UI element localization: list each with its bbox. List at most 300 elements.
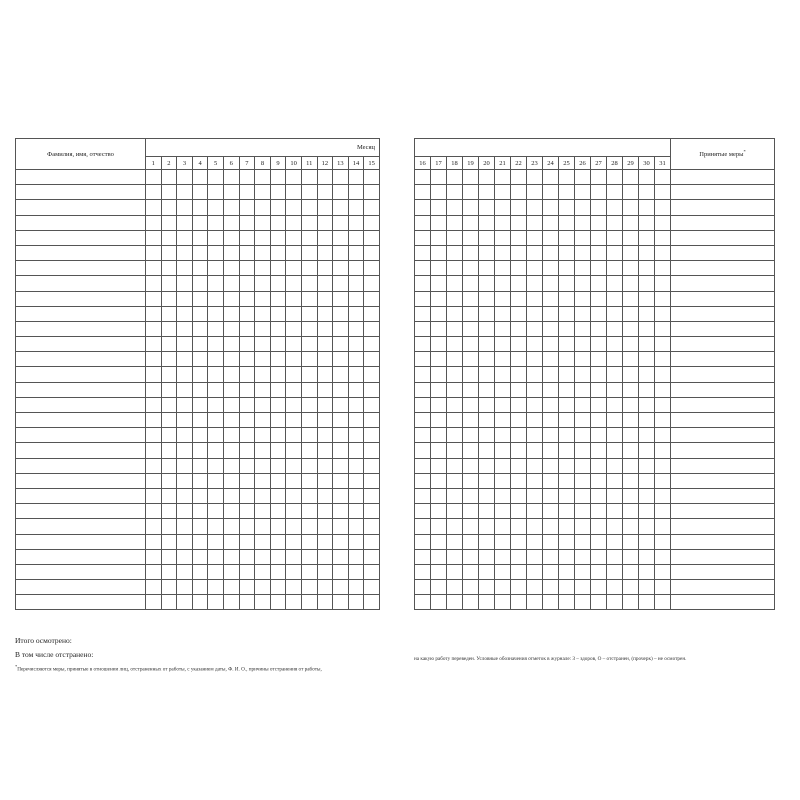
- right-cell[interactable]: [671, 215, 775, 230]
- left-cell[interactable]: [161, 306, 177, 321]
- left-cell[interactable]: [301, 337, 317, 352]
- left-cell[interactable]: [177, 245, 193, 260]
- right-cell[interactable]: [623, 458, 639, 473]
- right-cell[interactable]: [671, 488, 775, 503]
- left-cell[interactable]: [208, 352, 224, 367]
- left-cell[interactable]: [364, 397, 380, 412]
- left-cell[interactable]: [146, 428, 162, 443]
- right-cell[interactable]: [655, 488, 671, 503]
- right-cell[interactable]: [591, 276, 607, 291]
- left-cell[interactable]: [192, 564, 208, 579]
- right-cell[interactable]: [479, 519, 495, 534]
- left-cell[interactable]: [301, 352, 317, 367]
- right-cell[interactable]: [511, 397, 527, 412]
- left-cell[interactable]: [364, 200, 380, 215]
- left-cell[interactable]: [333, 261, 349, 276]
- right-cell[interactable]: [415, 549, 431, 564]
- right-cell[interactable]: [479, 397, 495, 412]
- left-cell[interactable]: [286, 488, 302, 503]
- right-cell[interactable]: [591, 458, 607, 473]
- right-cell[interactable]: [495, 473, 511, 488]
- right-cell[interactable]: [511, 473, 527, 488]
- right-cell[interactable]: [527, 276, 543, 291]
- left-cell[interactable]: [146, 564, 162, 579]
- right-cell[interactable]: [447, 337, 463, 352]
- right-cell[interactable]: [575, 367, 591, 382]
- right-cell[interactable]: [559, 397, 575, 412]
- right-cell[interactable]: [543, 473, 559, 488]
- left-cell[interactable]: [348, 580, 364, 595]
- right-cell[interactable]: [591, 337, 607, 352]
- left-cell[interactable]: [255, 397, 271, 412]
- left-cell[interactable]: [208, 580, 224, 595]
- right-cell[interactable]: [447, 170, 463, 185]
- right-cell[interactable]: [527, 321, 543, 336]
- left-cell[interactable]: [286, 185, 302, 200]
- right-cell[interactable]: [559, 230, 575, 245]
- right-cell[interactable]: [511, 185, 527, 200]
- left-cell[interactable]: [146, 291, 162, 306]
- right-cell[interactable]: [479, 337, 495, 352]
- right-cell[interactable]: [527, 185, 543, 200]
- right-cell[interactable]: [639, 595, 655, 610]
- left-cell[interactable]: [301, 382, 317, 397]
- left-cell[interactable]: [208, 215, 224, 230]
- left-cell[interactable]: [301, 488, 317, 503]
- left-cell[interactable]: [192, 306, 208, 321]
- right-cell[interactable]: [575, 564, 591, 579]
- left-cell[interactable]: [192, 200, 208, 215]
- left-cell[interactable]: [161, 580, 177, 595]
- left-cell[interactable]: [192, 337, 208, 352]
- right-cell[interactable]: [607, 276, 623, 291]
- right-cell[interactable]: [511, 261, 527, 276]
- right-cell[interactable]: [639, 291, 655, 306]
- right-cell[interactable]: [591, 215, 607, 230]
- right-cell[interactable]: [623, 321, 639, 336]
- right-cell[interactable]: [543, 245, 559, 260]
- left-cell[interactable]: [208, 443, 224, 458]
- left-cell[interactable]: [255, 367, 271, 382]
- left-cell[interactable]: [348, 215, 364, 230]
- left-cell[interactable]: [208, 564, 224, 579]
- right-cell[interactable]: [607, 443, 623, 458]
- left-cell[interactable]: [255, 291, 271, 306]
- right-cell[interactable]: [559, 443, 575, 458]
- left-cell[interactable]: [348, 488, 364, 503]
- left-cell[interactable]: [223, 428, 239, 443]
- right-cell[interactable]: [511, 519, 527, 534]
- left-cell[interactable]: [348, 443, 364, 458]
- right-cell[interactable]: [495, 306, 511, 321]
- left-cell[interactable]: [161, 413, 177, 428]
- left-cell[interactable]: [177, 580, 193, 595]
- left-cell[interactable]: [146, 306, 162, 321]
- right-cell[interactable]: [607, 245, 623, 260]
- left-cell[interactable]: [177, 595, 193, 610]
- left-cell[interactable]: [333, 443, 349, 458]
- right-cell[interactable]: [415, 276, 431, 291]
- left-cell[interactable]: [301, 549, 317, 564]
- right-cell[interactable]: [591, 230, 607, 245]
- right-cell[interactable]: [623, 185, 639, 200]
- right-cell[interactable]: [463, 352, 479, 367]
- left-cell[interactable]: [255, 580, 271, 595]
- right-cell[interactable]: [543, 185, 559, 200]
- left-cell[interactable]: [177, 337, 193, 352]
- right-cell[interactable]: [511, 428, 527, 443]
- right-cell[interactable]: [495, 367, 511, 382]
- right-cell[interactable]: [415, 564, 431, 579]
- left-cell[interactable]: [255, 352, 271, 367]
- right-cell[interactable]: [607, 170, 623, 185]
- right-cell[interactable]: [559, 245, 575, 260]
- right-cell[interactable]: [463, 337, 479, 352]
- left-cell[interactable]: [208, 595, 224, 610]
- left-cell[interactable]: [286, 428, 302, 443]
- right-cell[interactable]: [479, 306, 495, 321]
- right-cell[interactable]: [463, 549, 479, 564]
- left-cell[interactable]: [348, 595, 364, 610]
- right-cell[interactable]: [671, 413, 775, 428]
- left-cell[interactable]: [192, 534, 208, 549]
- right-cell[interactable]: [559, 473, 575, 488]
- left-cell[interactable]: [239, 397, 255, 412]
- right-cell[interactable]: [543, 595, 559, 610]
- left-cell[interactable]: [239, 245, 255, 260]
- left-cell[interactable]: [161, 428, 177, 443]
- right-cell[interactable]: [447, 488, 463, 503]
- right-cell[interactable]: [559, 382, 575, 397]
- right-cell[interactable]: [575, 413, 591, 428]
- right-cell[interactable]: [575, 443, 591, 458]
- left-cell[interactable]: [192, 519, 208, 534]
- right-cell[interactable]: [591, 413, 607, 428]
- left-cell[interactable]: [301, 595, 317, 610]
- left-cell[interactable]: [333, 306, 349, 321]
- left-cell[interactable]: [192, 549, 208, 564]
- left-cell[interactable]: [146, 215, 162, 230]
- left-cell[interactable]: [161, 534, 177, 549]
- right-cell[interactable]: [671, 580, 775, 595]
- left-cell[interactable]: [192, 230, 208, 245]
- right-cell[interactable]: [415, 519, 431, 534]
- right-cell[interactable]: [463, 534, 479, 549]
- left-cell[interactable]: [270, 534, 286, 549]
- right-cell[interactable]: [447, 200, 463, 215]
- right-cell[interactable]: [607, 215, 623, 230]
- right-cell[interactable]: [463, 245, 479, 260]
- left-cell[interactable]: [223, 595, 239, 610]
- right-cell[interactable]: [543, 504, 559, 519]
- right-cell[interactable]: [655, 245, 671, 260]
- left-cell[interactable]: [239, 458, 255, 473]
- right-cell[interactable]: [511, 549, 527, 564]
- right-cell[interactable]: [463, 321, 479, 336]
- right-cell[interactable]: [415, 473, 431, 488]
- left-cell[interactable]: [364, 413, 380, 428]
- left-cell[interactable]: [286, 352, 302, 367]
- left-cell[interactable]: [192, 397, 208, 412]
- left-cell[interactable]: [301, 321, 317, 336]
- right-cell[interactable]: [639, 564, 655, 579]
- left-cell[interactable]: [161, 504, 177, 519]
- left-cell[interactable]: [286, 170, 302, 185]
- left-cell[interactable]: [270, 200, 286, 215]
- right-cell[interactable]: [623, 519, 639, 534]
- left-cell[interactable]: [239, 276, 255, 291]
- left-cell[interactable]: [333, 230, 349, 245]
- right-cell[interactable]: [511, 321, 527, 336]
- left-cell[interactable]: [333, 200, 349, 215]
- right-cell[interactable]: [575, 352, 591, 367]
- left-cell[interactable]: [364, 382, 380, 397]
- right-cell[interactable]: [575, 549, 591, 564]
- left-cell[interactable]: [348, 200, 364, 215]
- left-cell[interactable]: [301, 397, 317, 412]
- right-cell[interactable]: [479, 261, 495, 276]
- right-cell[interactable]: [655, 458, 671, 473]
- left-cell[interactable]: [223, 200, 239, 215]
- right-cell[interactable]: [591, 321, 607, 336]
- right-cell[interactable]: [591, 534, 607, 549]
- right-cell[interactable]: [591, 428, 607, 443]
- left-cell[interactable]: [161, 397, 177, 412]
- left-cell[interactable]: [270, 367, 286, 382]
- right-cell[interactable]: [607, 185, 623, 200]
- left-cell[interactable]: [270, 276, 286, 291]
- right-cell[interactable]: [463, 185, 479, 200]
- right-cell[interactable]: [591, 170, 607, 185]
- left-cell[interactable]: [161, 488, 177, 503]
- left-cell[interactable]: [317, 488, 333, 503]
- left-cell[interactable]: [161, 443, 177, 458]
- right-cell[interactable]: [511, 580, 527, 595]
- right-cell[interactable]: [607, 352, 623, 367]
- left-cell[interactable]: [301, 443, 317, 458]
- left-cell[interactable]: [364, 595, 380, 610]
- right-cell[interactable]: [639, 352, 655, 367]
- right-cell[interactable]: [671, 549, 775, 564]
- right-cell[interactable]: [431, 185, 447, 200]
- right-cell[interactable]: [415, 367, 431, 382]
- right-cell[interactable]: [575, 595, 591, 610]
- left-cell[interactable]: [239, 321, 255, 336]
- left-cell[interactable]: [270, 564, 286, 579]
- right-cell[interactable]: [575, 321, 591, 336]
- left-cell[interactable]: [223, 443, 239, 458]
- right-cell[interactable]: [447, 352, 463, 367]
- right-cell[interactable]: [623, 504, 639, 519]
- right-cell[interactable]: [671, 367, 775, 382]
- left-cell[interactable]: [208, 504, 224, 519]
- right-cell[interactable]: [495, 595, 511, 610]
- right-cell[interactable]: [479, 321, 495, 336]
- left-cell[interactable]: [208, 549, 224, 564]
- left-cell[interactable]: [333, 595, 349, 610]
- left-cell[interactable]: [208, 367, 224, 382]
- right-cell[interactable]: [527, 352, 543, 367]
- right-cell[interactable]: [543, 230, 559, 245]
- left-cell[interactable]: [286, 443, 302, 458]
- right-cell[interactable]: [431, 245, 447, 260]
- left-cell[interactable]: [286, 215, 302, 230]
- left-cell[interactable]: [270, 458, 286, 473]
- left-cell[interactable]: [286, 382, 302, 397]
- left-cell[interactable]: [348, 337, 364, 352]
- right-cell[interactable]: [479, 443, 495, 458]
- left-cell[interactable]: [146, 367, 162, 382]
- left-cell[interactable]: [16, 443, 146, 458]
- left-cell[interactable]: [270, 397, 286, 412]
- left-cell[interactable]: [333, 504, 349, 519]
- right-cell[interactable]: [655, 428, 671, 443]
- left-cell[interactable]: [364, 321, 380, 336]
- right-cell[interactable]: [655, 170, 671, 185]
- left-cell[interactable]: [270, 352, 286, 367]
- left-cell[interactable]: [16, 413, 146, 428]
- left-cell[interactable]: [192, 580, 208, 595]
- right-cell[interactable]: [527, 215, 543, 230]
- right-cell[interactable]: [655, 549, 671, 564]
- right-cell[interactable]: [623, 473, 639, 488]
- right-cell[interactable]: [671, 185, 775, 200]
- right-cell[interactable]: [463, 504, 479, 519]
- left-cell[interactable]: [177, 185, 193, 200]
- left-cell[interactable]: [239, 580, 255, 595]
- right-cell[interactable]: [623, 534, 639, 549]
- left-cell[interactable]: [208, 321, 224, 336]
- right-cell[interactable]: [671, 230, 775, 245]
- right-cell[interactable]: [655, 215, 671, 230]
- left-cell[interactable]: [333, 413, 349, 428]
- right-cell[interactable]: [607, 413, 623, 428]
- right-cell[interactable]: [527, 504, 543, 519]
- right-cell[interactable]: [671, 428, 775, 443]
- left-cell[interactable]: [239, 170, 255, 185]
- right-cell[interactable]: [415, 230, 431, 245]
- left-cell[interactable]: [239, 215, 255, 230]
- left-cell[interactable]: [177, 170, 193, 185]
- left-cell[interactable]: [16, 321, 146, 336]
- right-cell[interactable]: [559, 413, 575, 428]
- right-cell[interactable]: [639, 534, 655, 549]
- right-cell[interactable]: [639, 549, 655, 564]
- right-cell[interactable]: [639, 215, 655, 230]
- right-cell[interactable]: [639, 519, 655, 534]
- left-cell[interactable]: [223, 306, 239, 321]
- right-cell[interactable]: [655, 306, 671, 321]
- right-cell[interactable]: [591, 519, 607, 534]
- left-cell[interactable]: [255, 413, 271, 428]
- left-cell[interactable]: [146, 580, 162, 595]
- left-cell[interactable]: [16, 580, 146, 595]
- left-cell[interactable]: [208, 519, 224, 534]
- right-cell[interactable]: [591, 397, 607, 412]
- right-cell[interactable]: [623, 488, 639, 503]
- left-cell[interactable]: [333, 458, 349, 473]
- left-cell[interactable]: [286, 230, 302, 245]
- right-cell[interactable]: [591, 261, 607, 276]
- left-cell[interactable]: [192, 185, 208, 200]
- right-cell[interactable]: [607, 321, 623, 336]
- right-cell[interactable]: [575, 580, 591, 595]
- right-cell[interactable]: [415, 215, 431, 230]
- right-cell[interactable]: [607, 488, 623, 503]
- left-cell[interactable]: [333, 185, 349, 200]
- left-cell[interactable]: [270, 504, 286, 519]
- right-cell[interactable]: [655, 367, 671, 382]
- right-cell[interactable]: [527, 382, 543, 397]
- right-cell[interactable]: [463, 261, 479, 276]
- right-cell[interactable]: [655, 276, 671, 291]
- right-cell[interactable]: [671, 443, 775, 458]
- right-cell[interactable]: [655, 230, 671, 245]
- left-cell[interactable]: [208, 534, 224, 549]
- left-cell[interactable]: [177, 428, 193, 443]
- right-cell[interactable]: [415, 200, 431, 215]
- right-cell[interactable]: [415, 534, 431, 549]
- right-cell[interactable]: [639, 200, 655, 215]
- left-cell[interactable]: [16, 245, 146, 260]
- left-cell[interactable]: [223, 261, 239, 276]
- left-cell[interactable]: [301, 306, 317, 321]
- right-cell[interactable]: [607, 200, 623, 215]
- left-cell[interactable]: [255, 230, 271, 245]
- right-cell[interactable]: [655, 291, 671, 306]
- left-cell[interactable]: [286, 473, 302, 488]
- right-cell[interactable]: [447, 291, 463, 306]
- right-cell[interactable]: [607, 549, 623, 564]
- right-cell[interactable]: [431, 397, 447, 412]
- left-cell[interactable]: [286, 291, 302, 306]
- left-cell[interactable]: [255, 276, 271, 291]
- left-cell[interactable]: [364, 504, 380, 519]
- left-cell[interactable]: [16, 458, 146, 473]
- right-cell[interactable]: [495, 200, 511, 215]
- left-cell[interactable]: [255, 534, 271, 549]
- left-cell[interactable]: [239, 352, 255, 367]
- left-cell[interactable]: [223, 488, 239, 503]
- left-cell[interactable]: [208, 306, 224, 321]
- left-cell[interactable]: [348, 519, 364, 534]
- right-cell[interactable]: [431, 382, 447, 397]
- right-cell[interactable]: [655, 519, 671, 534]
- right-cell[interactable]: [543, 428, 559, 443]
- left-cell[interactable]: [333, 321, 349, 336]
- left-cell[interactable]: [348, 382, 364, 397]
- right-cell[interactable]: [495, 549, 511, 564]
- left-cell[interactable]: [208, 185, 224, 200]
- right-cell[interactable]: [655, 473, 671, 488]
- right-cell[interactable]: [543, 291, 559, 306]
- left-cell[interactable]: [286, 261, 302, 276]
- right-cell[interactable]: [431, 200, 447, 215]
- left-cell[interactable]: [16, 200, 146, 215]
- left-cell[interactable]: [16, 534, 146, 549]
- right-cell[interactable]: [447, 230, 463, 245]
- right-cell[interactable]: [671, 534, 775, 549]
- left-cell[interactable]: [317, 564, 333, 579]
- left-cell[interactable]: [333, 549, 349, 564]
- left-cell[interactable]: [239, 549, 255, 564]
- left-cell[interactable]: [177, 352, 193, 367]
- left-cell[interactable]: [208, 291, 224, 306]
- left-cell[interactable]: [16, 473, 146, 488]
- right-cell[interactable]: [415, 458, 431, 473]
- right-cell[interactable]: [479, 185, 495, 200]
- right-cell[interactable]: [511, 230, 527, 245]
